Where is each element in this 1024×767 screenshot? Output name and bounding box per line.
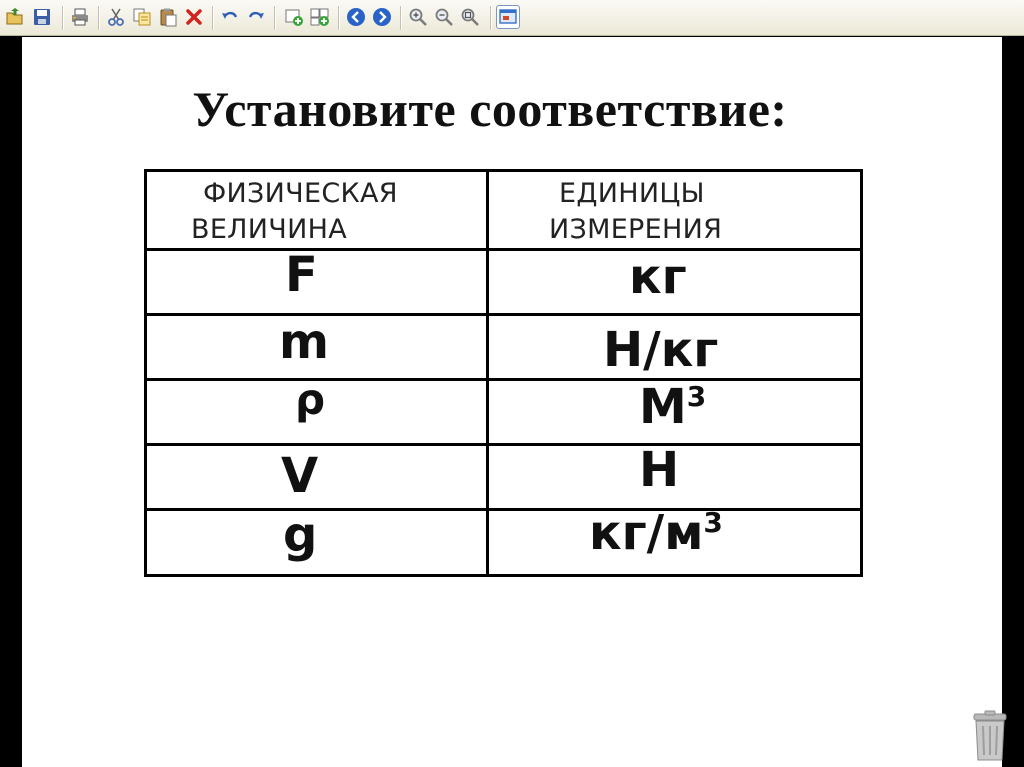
table-row bbox=[146, 510, 862, 576]
cut-button[interactable] bbox=[104, 5, 128, 29]
paste-button[interactable] bbox=[156, 5, 180, 29]
trash-icon bbox=[968, 710, 1012, 762]
duplicate-slide-button[interactable] bbox=[308, 5, 332, 29]
zoom-out-icon bbox=[434, 7, 454, 27]
slide-title: Установите соответствие: bbox=[192, 81, 788, 137]
table-row bbox=[146, 250, 862, 315]
zoom-fit-button[interactable] bbox=[458, 5, 482, 29]
trash-button[interactable] bbox=[968, 710, 1012, 762]
previous-icon bbox=[346, 7, 366, 27]
next-icon bbox=[372, 7, 392, 27]
next-button[interactable] bbox=[370, 5, 394, 29]
symbol-text: F bbox=[285, 247, 318, 303]
unit-text bbox=[589, 505, 723, 561]
symbol-text: m bbox=[279, 314, 330, 370]
symbol-cell bbox=[146, 247, 488, 315]
unit-text: кг bbox=[629, 249, 687, 305]
cut-icon bbox=[106, 7, 126, 27]
save-button[interactable] bbox=[30, 5, 54, 29]
unit-text: Н bbox=[639, 442, 680, 498]
redo-button[interactable] bbox=[244, 5, 268, 29]
zoom-out-button[interactable] bbox=[432, 5, 456, 29]
zoom-in-button[interactable] bbox=[406, 5, 430, 29]
new-slide-button[interactable] bbox=[282, 5, 306, 29]
header-units-line2: ИЗМЕРЕНИЯ bbox=[549, 214, 723, 245]
previous-button[interactable] bbox=[344, 5, 368, 29]
unit-cell bbox=[488, 250, 862, 315]
unit-base: М bbox=[639, 379, 687, 435]
header-units-line1: ЕДИНИЦЫ bbox=[559, 178, 705, 209]
open-button[interactable] bbox=[3, 5, 27, 29]
duplicate-slide-icon bbox=[310, 7, 330, 27]
toolbar bbox=[0, 0, 1024, 36]
toolbar-separator bbox=[338, 6, 340, 30]
header-quantity-line2: ВЕЛИЧИНА bbox=[191, 214, 347, 245]
copy-button[interactable] bbox=[130, 5, 154, 29]
toolbar-separator bbox=[62, 6, 64, 30]
toolbar-separator bbox=[490, 6, 492, 30]
toolbar-separator bbox=[212, 6, 214, 30]
symbol-cell bbox=[146, 375, 488, 445]
paste-icon bbox=[158, 7, 178, 27]
symbol-cell bbox=[146, 507, 488, 576]
print-button[interactable] bbox=[68, 5, 92, 29]
unit-text bbox=[639, 379, 706, 435]
print-icon bbox=[70, 7, 90, 27]
table-row bbox=[146, 380, 862, 445]
undo-button[interactable] bbox=[218, 5, 242, 29]
slideshow-icon bbox=[498, 7, 518, 27]
unit-text: Н/кг bbox=[603, 322, 719, 378]
toolbar-separator bbox=[98, 6, 100, 30]
header-cell-units bbox=[488, 171, 862, 250]
header-cell-quantity bbox=[146, 171, 488, 250]
slideshow-button[interactable] bbox=[496, 5, 520, 29]
undo-icon bbox=[220, 7, 240, 27]
toolbar-separator bbox=[274, 6, 276, 30]
toolbar-separator bbox=[400, 6, 402, 30]
unit-cell bbox=[488, 442, 862, 510]
redo-icon bbox=[246, 7, 266, 27]
table-header-row bbox=[146, 171, 862, 250]
unit-cell bbox=[488, 505, 862, 576]
symbol-text: V bbox=[281, 448, 319, 504]
table-row bbox=[146, 315, 862, 380]
copy-icon bbox=[132, 7, 152, 27]
open-icon bbox=[5, 7, 25, 27]
delete-icon bbox=[184, 7, 204, 27]
unit-base: кг/м bbox=[589, 505, 704, 561]
table-row bbox=[146, 445, 862, 510]
matching-table bbox=[144, 169, 863, 577]
save-icon bbox=[32, 7, 52, 27]
symbol-cell bbox=[146, 315, 488, 380]
symbol-text: ρ bbox=[295, 375, 326, 424]
unit-cell bbox=[488, 315, 862, 380]
symbol-text: g bbox=[283, 507, 318, 563]
unit-superscript: 3 bbox=[703, 506, 723, 539]
unit-cell bbox=[488, 380, 862, 445]
symbol-cell bbox=[146, 445, 488, 510]
zoom-in-icon bbox=[408, 7, 428, 27]
new-slide-icon bbox=[284, 7, 304, 27]
zoom-fit-icon bbox=[460, 7, 480, 27]
header-quantity-line1: ФИЗИЧЕСКАЯ bbox=[203, 178, 398, 209]
delete-button[interactable] bbox=[182, 5, 206, 29]
unit-superscript: 3 bbox=[686, 380, 707, 413]
